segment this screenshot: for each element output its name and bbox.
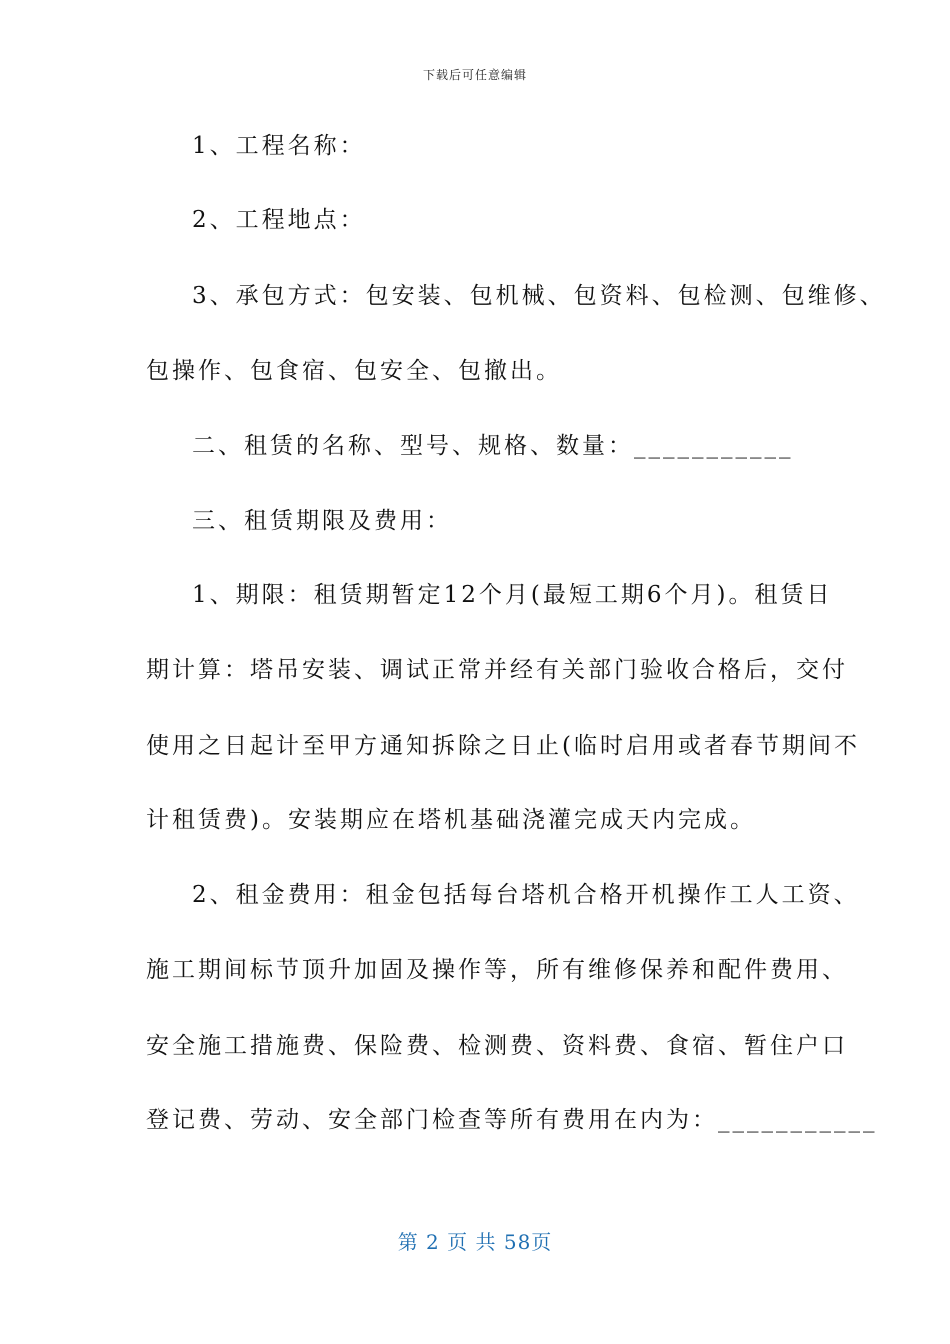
term-paragraph-line-1: 1、期限：租赁期暂定12个月(最短工期6个月)。租赁日: [192, 582, 833, 608]
term-paragraph-line-4: 计租赁费)。安装期应在塔机基础浇灌完成天内完成。: [146, 807, 756, 833]
contract-method-line: 3、承包方式：包安装、包机械、包资料、包检测、包维修、: [192, 283, 886, 309]
project-location-line: 2、工程地点：: [192, 207, 366, 233]
rent-paragraph-line-3: 安全施工措施费、保险费、检测费、资料费、食宿、暂住户口: [146, 1033, 848, 1059]
project-name-line: 1、工程名称：: [192, 133, 366, 159]
rent-paragraph-line-4: 登记费、劳动、安全部门检查等所有费用在内为：___________: [146, 1107, 878, 1133]
header-note: 下载后可任意编辑: [422, 68, 527, 82]
term-paragraph-line-3: 使用之日起计至甲方通知拆除之日止(临时启用或者春节期间不: [146, 733, 860, 759]
lease-term-heading: 三、租赁期限及费用：: [192, 508, 452, 534]
rent-paragraph-line-2: 施工期间标节顶升加固及操作等，所有维修保养和配件费用、: [146, 957, 848, 983]
term-paragraph-line-2: 期计算：塔吊安装、调试正常并经有关部门验收合格后，交付: [146, 657, 848, 683]
rent-paragraph-line-1: 2、租金费用：租金包括每台塔机合格开机操作工人工资、: [192, 882, 860, 908]
contract-method-continued: 包操作、包食宿、包安全、包撤出。: [146, 358, 562, 384]
lease-items-line: 二、租赁的名称、型号、规格、数量：___________: [192, 433, 794, 459]
page-number-footer: 第 2 页 共 58页: [397, 1230, 553, 1254]
